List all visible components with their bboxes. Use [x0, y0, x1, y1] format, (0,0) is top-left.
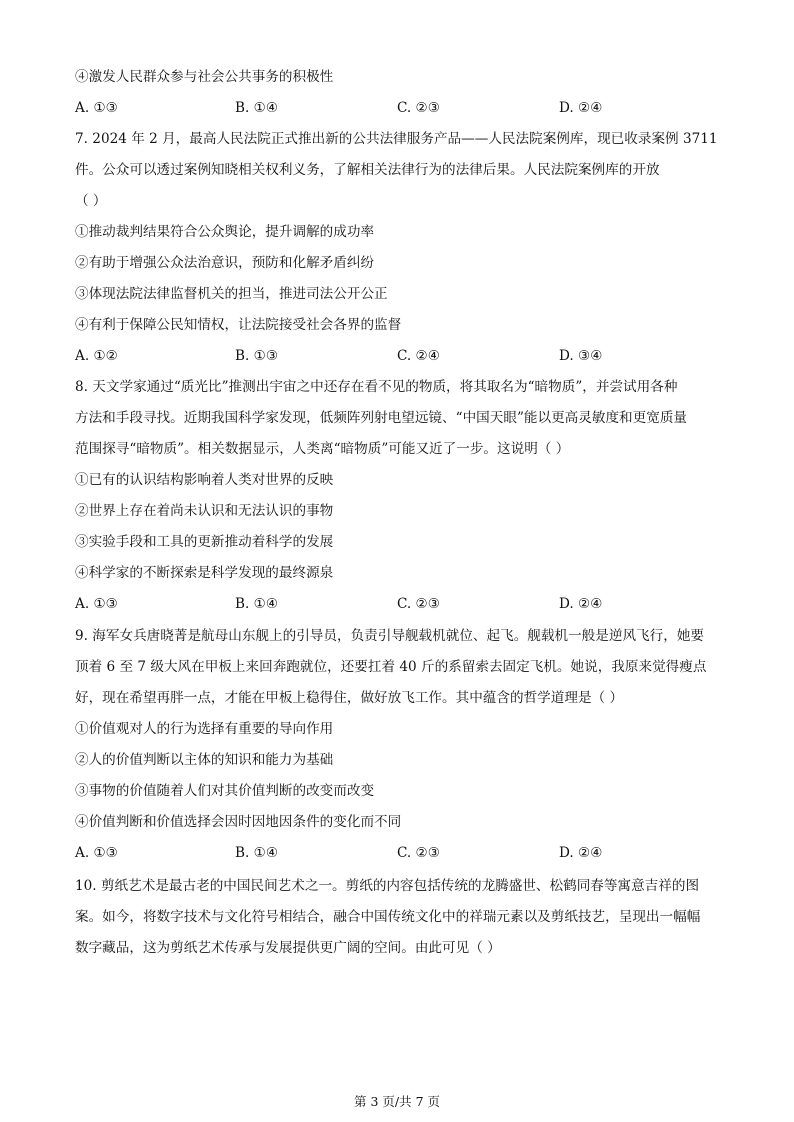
q8-option-d: D. ②④ — [559, 596, 603, 612]
q6-option-a: A. ①③ — [75, 100, 118, 116]
page-number-footer: 第 3 页/共 7 页 — [353, 1094, 440, 1109]
q6-option-d: D. ②④ — [559, 100, 603, 116]
q8-item-1: ①已有的认识结构影响着人类对世界的反映 — [75, 472, 334, 488]
q6-item-4: ④激发人民群众参与社会公共事务的积极性 — [75, 69, 334, 85]
q8-item-4: ④科学家的不断探索是科学发现的最终源泉 — [75, 565, 334, 581]
q7-item-1: ①推动裁判结果符合公众舆论，提升调解的成功率 — [75, 224, 375, 240]
q8-stem-line-3: 范围探寻“暗物质”。相关数据显示，人类离“暗物质”可能又近了一步。这说明（ ） — [75, 441, 570, 457]
q7-item-4: ④有利于保障公民知情权，让法院接受社会各界的监督 — [75, 317, 402, 333]
q7-option-c: C. ②④ — [397, 348, 440, 364]
q9-options — [75, 843, 725, 863]
q9-option-d: D. ②④ — [559, 845, 603, 861]
q8-option-a: A. ①③ — [75, 596, 118, 612]
q6-option-c: C. ②③ — [397, 100, 440, 116]
q9-option-b: B. ①④ — [235, 845, 279, 861]
q7-option-a: A. ①② — [75, 348, 118, 364]
q8-item-3: ③实验手段和工具的更新推动着科学的发展 — [75, 534, 334, 550]
q7-options — [75, 346, 725, 366]
q7-answer-blank: （ ） — [75, 193, 107, 209]
q6-options — [75, 98, 725, 118]
q9-item-3: ③事物的价值随着人们对其价值判断的改变而改变 — [75, 783, 375, 799]
q9-item-4: ④价值判断和价值选择会因时因地因条件的变化而不同 — [75, 814, 402, 830]
q8-options — [75, 594, 725, 614]
q7-option-d: D. ③④ — [559, 348, 603, 364]
q7-item-2: ②有助于增强公众法治意识，预防和化解矛盾纠纷 — [75, 255, 375, 271]
q8-option-c: C. ②③ — [397, 596, 440, 612]
q9-option-a: A. ①③ — [75, 845, 118, 861]
q10-stem-line-3: 数字藏品，这为剪纸艺术传承与发展提供更广阔的空间。由此可见（ ） — [75, 940, 501, 956]
q10-stem-line-2: 案。如今，将数字技术与文化符号相结合，融合中国传统文化中的祥瑞元素以及剪纸技艺，呈现出一幅幅 — [75, 909, 701, 925]
q9-stem-line-1: 9. 海军女兵唐晓菁是航母山东舰上的引导员，负责引导舰载机就位、起飞。舰载机一般是逆风飞行，她要 — [75, 628, 705, 644]
q7-stem-line-1: 7. 2024 年 2 月，最高人民法院正式推出新的公共法律服务产品——人民法院案例库，现已收录案例 3711 — [75, 131, 718, 147]
q7-option-b: B. ①③ — [235, 348, 279, 364]
q8-option-b: B. ①④ — [235, 596, 279, 612]
q7-item-3: ③体现法院法律监督机关的担当，推进司法公开公正 — [75, 286, 388, 302]
q9-stem-line-2: 顶着 6 至 7 级大风在甲板上来回奔跑就位，还要扛着 40 斤的系留索去固定飞机。她说，我原来觉得瘦点 — [75, 659, 707, 675]
q6-option-b: B. ①④ — [235, 100, 279, 116]
q10-stem-line-1: 10. 剪纸艺术是最古老的中国民间艺术之一。剪纸的内容包括传统的龙腾盛世、松鹤同春等寓意吉祥的图 — [75, 878, 700, 894]
q9-stem-line-3: 好，现在希望再胖一点，才能在甲板上稳得住，做好放飞工作。其中蕴含的哲学道理是（ ） — [75, 690, 624, 706]
q8-stem-line-1: 8. 天文学家通过“质光比”推测出宇宙之中还存在看不见的物质，将其取名为“暗物质”，并尝试用各种 — [75, 379, 678, 395]
q9-option-c: C. ②③ — [397, 845, 440, 861]
q7-stem-line-2: 件。公众可以透过案例知晓相关权利义务，了解相关法律行为的法律后果。人民法院案例库的开放 — [75, 162, 660, 178]
q8-item-2: ②世界上存在着尚未认识和无法认识的事物 — [75, 503, 334, 519]
q9-item-1: ①价值观对人的行为选择有重要的导向作用 — [75, 721, 334, 737]
q9-item-2: ②人的价值判断以主体的知识和能力为基础 — [75, 752, 334, 768]
q8-stem-line-2: 方法和手段寻找。近期我国科学家发现，低频阵列射电望远镜、“中国天眼”能以更高灵敏度和更宽质量 — [75, 410, 688, 426]
